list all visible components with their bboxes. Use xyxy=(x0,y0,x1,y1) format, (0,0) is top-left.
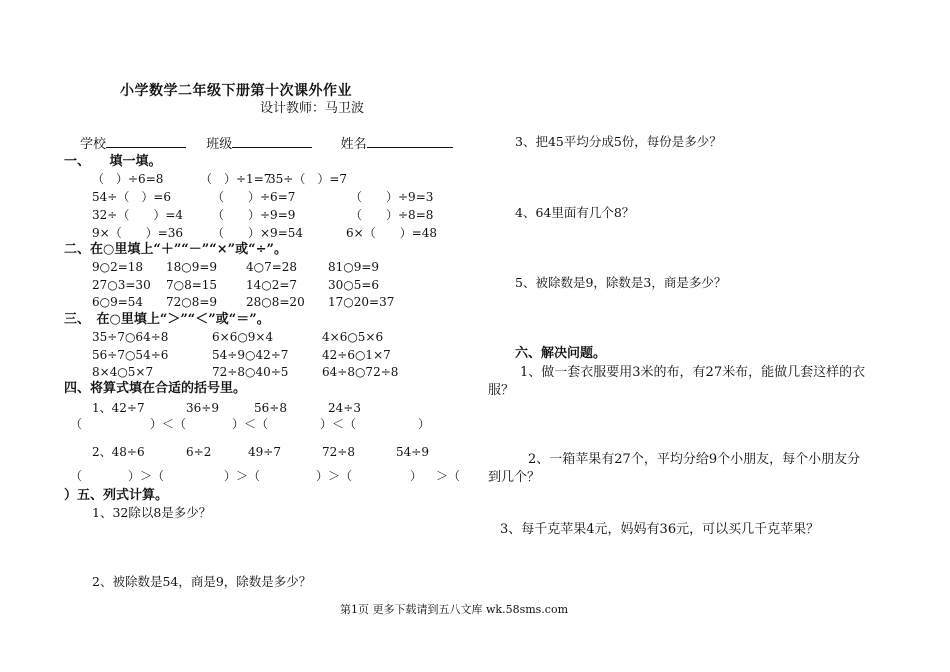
order-expression: 24÷3 xyxy=(328,401,361,415)
operator-item: 81○9=9 xyxy=(328,260,380,274)
section-5-title: ）五、列式计算。 xyxy=(64,488,169,503)
order-paren: ）＜（ xyxy=(232,417,269,431)
fill-blank-item: （ ）÷1=7 xyxy=(200,172,272,186)
order-expression: 56÷8 xyxy=(254,401,287,415)
name-field[interactable] xyxy=(367,136,453,148)
class-label: 班级 xyxy=(206,137,233,152)
compare-item: 64÷8○72÷8 xyxy=(322,365,399,379)
calc-question: 5、被除数是9，除数是3，商是多少？ xyxy=(515,275,727,290)
fill-blank-item: 54÷（ ）=6 xyxy=(92,190,172,204)
operator-item: 28○8=20 xyxy=(246,295,305,309)
fill-blank-item: （ ）÷9=9 xyxy=(212,208,296,222)
calc-question: 1、32除以8是多少？ xyxy=(92,505,212,520)
calc-question: 4、64里面有几个8？ xyxy=(515,205,635,220)
order-paren: （ xyxy=(70,417,83,431)
compare-item: 35÷7○64÷8 xyxy=(92,330,169,344)
word-problem-continued: 服？ xyxy=(488,383,515,398)
fill-blank-item: 35÷（ ）=7 xyxy=(268,172,348,186)
order-paren: ）＞（ xyxy=(224,469,261,483)
designer-line: 设计教师：马卫波 xyxy=(260,101,365,116)
fill-blank-item: （ ）÷6=7 xyxy=(212,190,296,204)
word-problem: 1、做一套衣服要用3米的布，有27米布，能做几套这样的衣 xyxy=(520,365,866,380)
compare-item: 4×6○5×6 xyxy=(322,330,384,344)
word-problem-continued: 到几个？ xyxy=(488,470,541,485)
compare-item: 72÷8○40÷5 xyxy=(212,365,289,379)
order-expression: 6÷2 xyxy=(186,445,212,459)
order-paren: ＞（ xyxy=(436,469,461,483)
class-field[interactable] xyxy=(232,136,312,148)
compare-item: 56÷7○54÷6 xyxy=(92,348,169,362)
operator-item: 4○7=28 xyxy=(246,260,298,274)
order-expression: 54÷9 xyxy=(396,445,429,459)
fill-blank-item: 9×（ ）=36 xyxy=(92,226,184,240)
section-4-title: 四、将算式填在合适的括号里。 xyxy=(64,381,247,396)
order-expression: 49÷7 xyxy=(248,445,281,459)
section-3-title: 三、 在○里填上“＞”“＜”或“＝”。 xyxy=(64,312,270,327)
fill-blank-item: （ ）×9=54 xyxy=(212,226,304,240)
operator-item: 18○9=9 xyxy=(166,260,218,274)
operator-item: 9○2=18 xyxy=(92,260,144,274)
school-field[interactable] xyxy=(106,136,186,148)
order-expression: 72÷8 xyxy=(322,445,355,459)
school-label: 学校 xyxy=(80,137,107,152)
operator-item: 17○20=37 xyxy=(328,295,395,309)
operator-item: 7○8=15 xyxy=(166,278,218,292)
page-title: 小学数学二年级下册第十次课外作业 xyxy=(120,83,352,99)
order-paren: ） xyxy=(418,417,431,431)
name-label: 姓名 xyxy=(340,137,367,152)
order-paren: ）＞（ xyxy=(316,469,353,483)
section-2-title: 二、在○里填上“＋”“－”“×”或“÷”。 xyxy=(64,242,287,257)
page-footer: 第1页 更多下载请到五八文库 wk.58sms.com xyxy=(340,603,568,616)
operator-item: 27○3=30 xyxy=(92,278,151,292)
order-paren: ）＞（ xyxy=(128,469,165,483)
calc-question: 3、把45平均分成5份，每份是多少？ xyxy=(515,134,722,149)
fill-blank-item: （ ）÷9=3 xyxy=(350,190,434,204)
order-expression: 1、42÷7 xyxy=(92,401,145,415)
compare-item: 42÷6○1×7 xyxy=(322,348,391,362)
section-1-title: 一、 填一填。 xyxy=(64,154,162,169)
student-info-row xyxy=(80,136,453,151)
section-6-title: 六、解决问题。 xyxy=(515,346,607,361)
order-paren: ）＜（ xyxy=(320,417,357,431)
operator-item: 30○5=6 xyxy=(328,278,380,292)
order-paren: ） xyxy=(410,469,423,483)
fill-blank-item: 6×（ ）=48 xyxy=(346,226,438,240)
order-paren: （ xyxy=(70,469,83,483)
compare-item: 6×6○9×4 xyxy=(212,330,274,344)
fill-blank-item: （ ）÷6=8 xyxy=(92,172,164,186)
calc-question: 2、被除数是54，商是9，除数是多少？ xyxy=(92,574,312,589)
order-paren: ）＜（ xyxy=(150,417,187,431)
compare-item: 8×4○5×7 xyxy=(92,365,154,379)
fill-blank-item: 32÷（ ）=4 xyxy=(92,208,184,222)
fill-blank-item: （ ）÷8=8 xyxy=(350,208,434,222)
order-expression: 36÷9 xyxy=(186,401,219,415)
word-problem: 3、每千克苹果4元，妈妈有36元，可以买几千克苹果？ xyxy=(500,522,820,537)
operator-item: 72○8=9 xyxy=(166,295,218,309)
operator-item: 14○2=7 xyxy=(246,278,298,292)
word-problem: 2、一箱苹果有27个，平均分给9个小朋友，每个小朋友分 xyxy=(528,452,861,467)
order-expression: 2、48÷6 xyxy=(92,445,145,459)
compare-item: 54÷9○42÷7 xyxy=(212,348,289,362)
operator-item: 6○9=54 xyxy=(92,295,144,309)
